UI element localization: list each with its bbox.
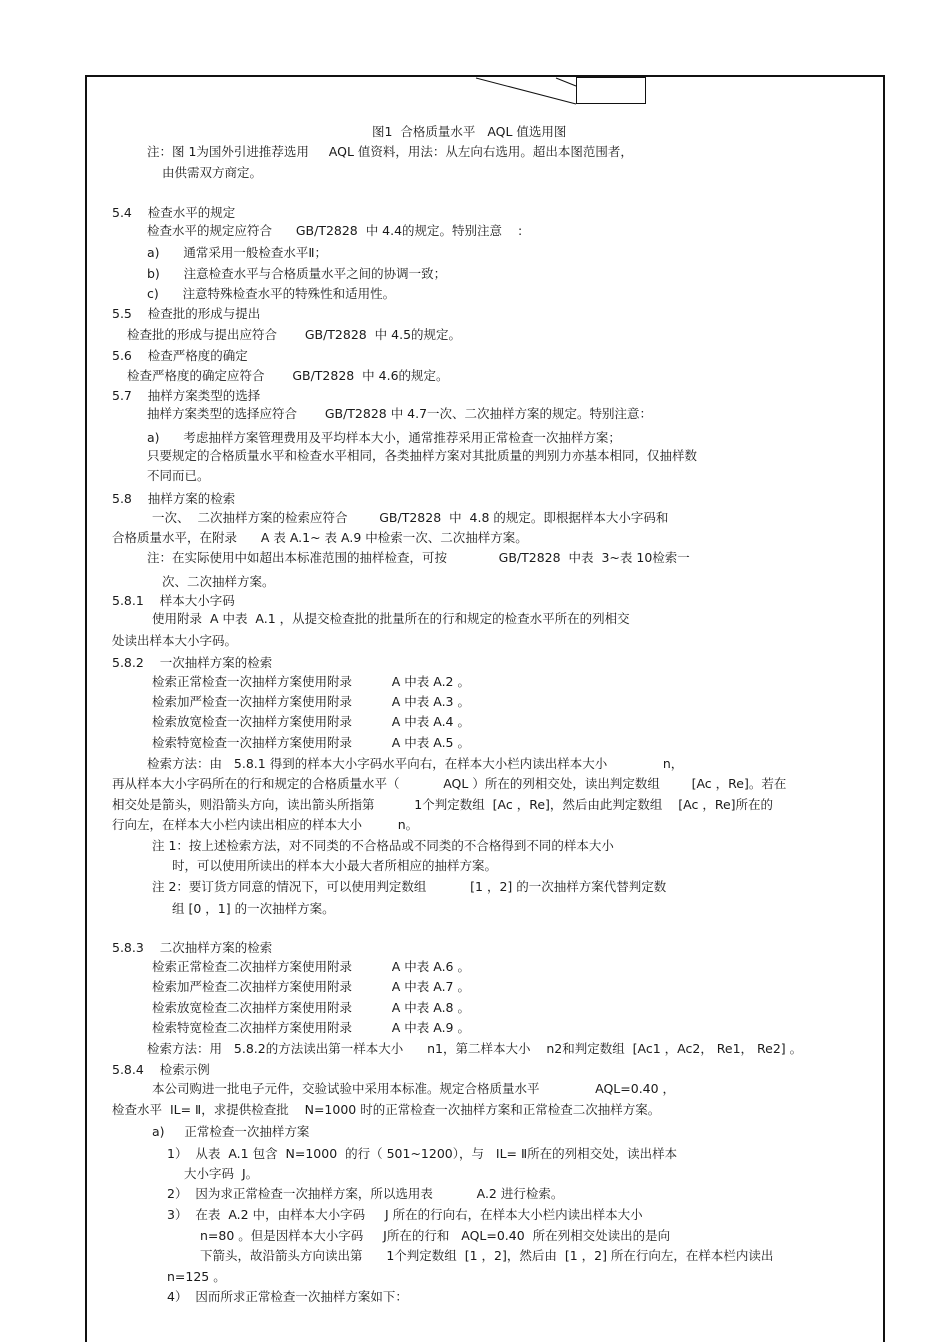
section-heading: 5.8.3 二次抽样方案的检索: [112, 940, 273, 955]
list-item: 2） 因为求正常检查一次抽样方案，所以选用表 A.2 进行检索。: [167, 1186, 564, 1201]
body-line: 检索加严检查二次抽样方案使用附录 A 中表 A.7 。: [152, 979, 470, 994]
note-line: 注 2：要订货方同意的情况下，可以使用判定数组 [1 ，2] 的一次抽样方案代替判定数: [152, 879, 667, 894]
body-line: 行向左，在样本大小栏内读出相应的样本大小 n。: [112, 817, 419, 832]
list-item: a) 考虑抽样方案管理费用及平均样本大小，通常推荐采用正常检查一次抽样方案；: [147, 430, 621, 445]
figure-short-line: [556, 78, 576, 86]
list-item: 大小字码 J。: [184, 1166, 259, 1181]
note-line: 注：在实际使用中如超出本标准范围的抽样检查，可按 GB/T2828 中表 3~表 10检索一: [147, 550, 690, 565]
body-line: 检索特宽检查二次抽样方案使用附录 A 中表 A.9 。: [152, 1020, 470, 1035]
note-line: 注：图 1为国外引进推荐选用 AQL 值资料，用法：从左向右选用。超出本图范围者，: [147, 144, 633, 159]
section-heading: 5.4 检查水平的规定: [112, 205, 236, 220]
body-line: 检索特宽检查一次抽样方案使用附录 A 中表 A.5 。: [152, 735, 470, 750]
body-line: 检索放宽检查二次抽样方案使用附录 A 中表 A.8 。: [152, 1000, 470, 1015]
list-item: n=125 。: [167, 1269, 226, 1284]
body-line: 检索方法：由 5.8.1 得到的样本大小字码水平向右，在样本大小栏内读出样本大小 n，: [147, 756, 684, 771]
section-heading: 5.7 抽样方案类型的选择: [112, 388, 261, 403]
section-heading: 5.6 检查严格度的确定: [112, 348, 248, 363]
body-line: 处读出样本大小字码。: [112, 633, 238, 648]
body-line: 只要规定的合格质量水平和检查水平相同，各类抽样方案对其批质量的判别力亦基本相同，仅抽样数: [147, 448, 698, 463]
body-line: 相交处是箭头，则沿箭头方向，读出箭头所指第 1个判定数组 [Ac ，Re]，然后由此判定数组 [Ac ，Re]所在的: [112, 797, 774, 812]
figure-cell-box: [576, 77, 646, 104]
figure-caption: 图1 合格质量水平 AQL 值选用图: [372, 124, 567, 139]
body-line: 抽样方案类型的选择应符合 GB/T2828 中 4.7一次、二次抽样方案的规定。特别注意：: [147, 406, 653, 421]
list-item: a) 正常检查一次抽样方案: [152, 1124, 310, 1139]
figure-diagonal-line: [476, 78, 576, 104]
list-item: 4） 因而所求正常检查一次抽样方案如下：: [167, 1289, 408, 1304]
body-line: 不同而已。: [147, 468, 210, 483]
body-line: 检索正常检查二次抽样方案使用附录 A 中表 A.6 。: [152, 959, 470, 974]
list-item: 1） 从表 A.1 包含 N=1000 的行（ 501~1200），与 IL= Ⅱ所在的列相交处，读出样本: [167, 1146, 678, 1161]
list-item: n=80 。但是因样本大小字码 J所在的行和 AQL=0.40 所在列相交处读出的是向: [200, 1228, 671, 1243]
list-item: 下箭头，故沿箭头方向读出第 1个判定数组 [1 ，2]，然后由 [1 ，2] 所在行向左，在样本栏内读出: [200, 1248, 774, 1263]
section-heading: 5.8.2 一次抽样方案的检索: [112, 655, 273, 670]
section-heading: 5.8.4 检索示例: [112, 1062, 210, 1077]
body-line: 使用附录 A 中表 A.1 ，从提交检查批的批量所在的行和规定的检查水平所在的列相交: [152, 611, 630, 626]
section-heading: 5.5 检查批的形成与提出: [112, 306, 261, 321]
figure-fragment: [0, 0, 950, 110]
section-heading: 5.8.1 样本大小字码: [112, 593, 235, 608]
section-heading: 5.8 抽样方案的检索: [112, 491, 236, 506]
body-line: 检索正常检查一次抽样方案使用附录 A 中表 A.2 。: [152, 674, 470, 689]
body-line: 检查水平 IL= Ⅱ，求提供检查批 N=1000 时的正常检查一次抽样方案和正常检查二次抽样方案。: [112, 1102, 661, 1117]
body-line: 检索方法：用 5.8.2的方法读出第一样本大小 n1，第二样本大小 n2和判定数组 [Ac1 ，Ac2， Re1， Re2] 。: [147, 1041, 803, 1056]
note-line: 次、二次抽样方案。: [162, 574, 275, 589]
note-line: 由供需双方商定。: [162, 165, 263, 180]
note-line: 注 1：按上述检索方法，对不同类的不合格品或不同类的不合格得到不同的样本大小: [152, 838, 614, 853]
body-line: 本公司购进一批电子元件，交验试验中采用本标准。规定合格质量水平 AQL=0.40 ，: [152, 1081, 676, 1096]
body-line: 检索放宽检查一次抽样方案使用附录 A 中表 A.4 。: [152, 714, 470, 729]
body-line: 检查批的形成与提出应符合 GB/T2828 中 4.5的规定。: [127, 327, 462, 342]
body-line: 检索加严检查一次抽样方案使用附录 A 中表 A.3 。: [152, 694, 470, 709]
body-line: 检查严格度的确定应符合 GB/T2828 中 4.6的规定。: [127, 368, 449, 383]
body-line: 再从样本大小字码所在的行和规定的合格质量水平（ AQL ）所在的列相交处，读出判定数组 [Ac ，Re]。若在: [112, 776, 787, 791]
list-item: c) 注意特殊检查水平的特殊性和适用性。: [147, 286, 396, 301]
body-line: 一次、 二次抽样方案的检索应符合 GB/T2828 中 4.8 的规定。即根据样本大小字码和: [152, 510, 669, 525]
body-line: 检查水平的规定应符合 GB/T2828 中 4.4的规定。特别注意 :: [147, 223, 523, 238]
note-line: 组 [0 ，1] 的一次抽样方案。: [172, 901, 335, 916]
body-line: 合格质量水平，在附录 A 表 A.1~ 表 A.9 中检索一次、二次抽样方案。: [112, 530, 528, 545]
list-item: 3） 在表 A.2 中，由样本大小字码 J 所在的行向右，在样本大小栏内读出样本大小: [167, 1207, 643, 1222]
list-item: b) 注意检查水平与合格质量水平之间的协调一致；: [147, 266, 447, 281]
list-item: a) 通常采用一般检查水平Ⅱ；: [147, 245, 328, 260]
note-line: 时，可以使用所读出的样本大小最大者所相应的抽样方案。: [172, 858, 498, 873]
